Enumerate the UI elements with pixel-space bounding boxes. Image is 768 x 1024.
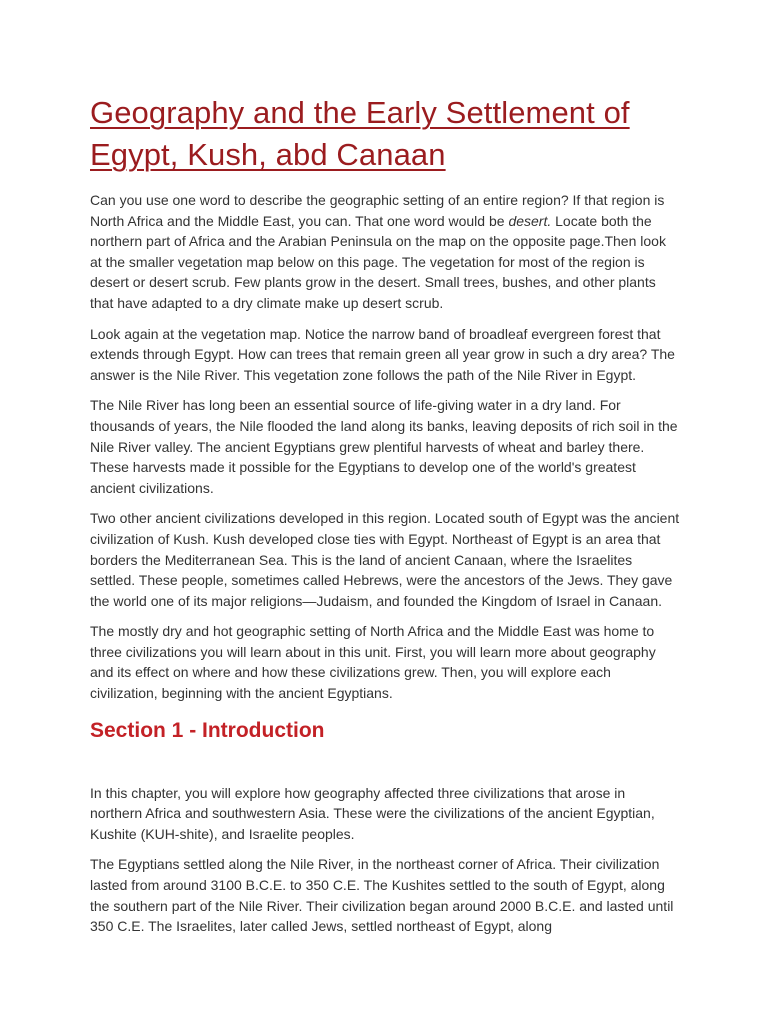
section-paragraph-1: In this chapter, you will explore how geography affected three civilizations that arose in northern Africa and southwestern Asia. These were the civilizations of the ancient Egyptian, Kushite (KUH-shite), and Israelite peoples.	[90, 784, 655, 842]
page-title: Geography and the Early Settlement of Egypt, Kush, abd Canaan	[90, 95, 630, 172]
intro-paragraph-3: The Nile River has long been an essential source of life-giving water in a dry land. For thousands of years, the Nile flooded the land along its banks, leaving deposits of rich soil in the Nile River valley. The ancient Egyptians grew plentiful harvests of wheat and barley there. These harvests made it possible for the Egyptians to develop one of the world's greatest ancient civilizations.	[90, 397, 678, 496]
section-heading: Section 1 - Introduction	[90, 718, 325, 742]
intro-paragraph-2: Look again at the vegetation map. Notice the narrow band of broadleaf evergreen forest that extends through Egypt. How can trees that remain green all year grow in such a dry area? The answer is the Nile River. This vegetation zone follows the path of the Nile River in Egypt.	[90, 325, 675, 383]
document-page	[90, 92, 680, 937]
section-paragraph-2: The Egyptians settled along the Nile River, in the northeast corner of Africa. Their civilization lasted from around 3100 B.C.E. to 350 C.E. The Kushites settled to the south of Egypt, along the southern part of the Nile River. Their civilization began around 2000 B.C.E. and lasted until 350 C.E. The Israelites, later called Jews, settled northeast of Egypt, along	[90, 856, 674, 935]
intro-paragraph-4: Two other ancient civilizations developed in this region. Located south of Egypt was the ancient civilization of Kush. Kush developed close ties with Egypt. Northeast of Egypt is an area that borders the Mediterranean Sea. This is the land of ancient Canaan, where the Israelites settled. These people, sometimes called Hebrews, were the ancestors of the Jews. They gave the world one of its major religions—Judaism, and founded the Kingdom of Israel in Canaan.	[90, 510, 680, 609]
intro-paragraph-1-end: Locate both the northern part of Africa and the Arabian Peninsula on the map on the opposite page.Then look at the smaller vegetation map below on this page. The vegetation for most of the region is desert or desert scrub. Few plants grow in the desert. Small trees, bushes, and other plants that have adapted to a dry climate make up desert scrub.	[90, 212, 666, 311]
emphasized-word: desert.	[508, 212, 552, 229]
intro-paragraph-1-start: Can you use one word to describe the geographic setting of an entire region? If that region is North Africa and the Middle East, you can. That one word would be	[90, 192, 665, 229]
intro-paragraph-1	[90, 190, 680, 314]
intro-paragraph-5: The mostly dry and hot geographic setting of North Africa and the Middle East was home to three civilizations you will learn about in this unit. First, you will learn more about geography and its effect on where and how these civilizations grew. Then, you will explore each civilization, beginning with the ancient Egyptians.	[90, 623, 656, 702]
